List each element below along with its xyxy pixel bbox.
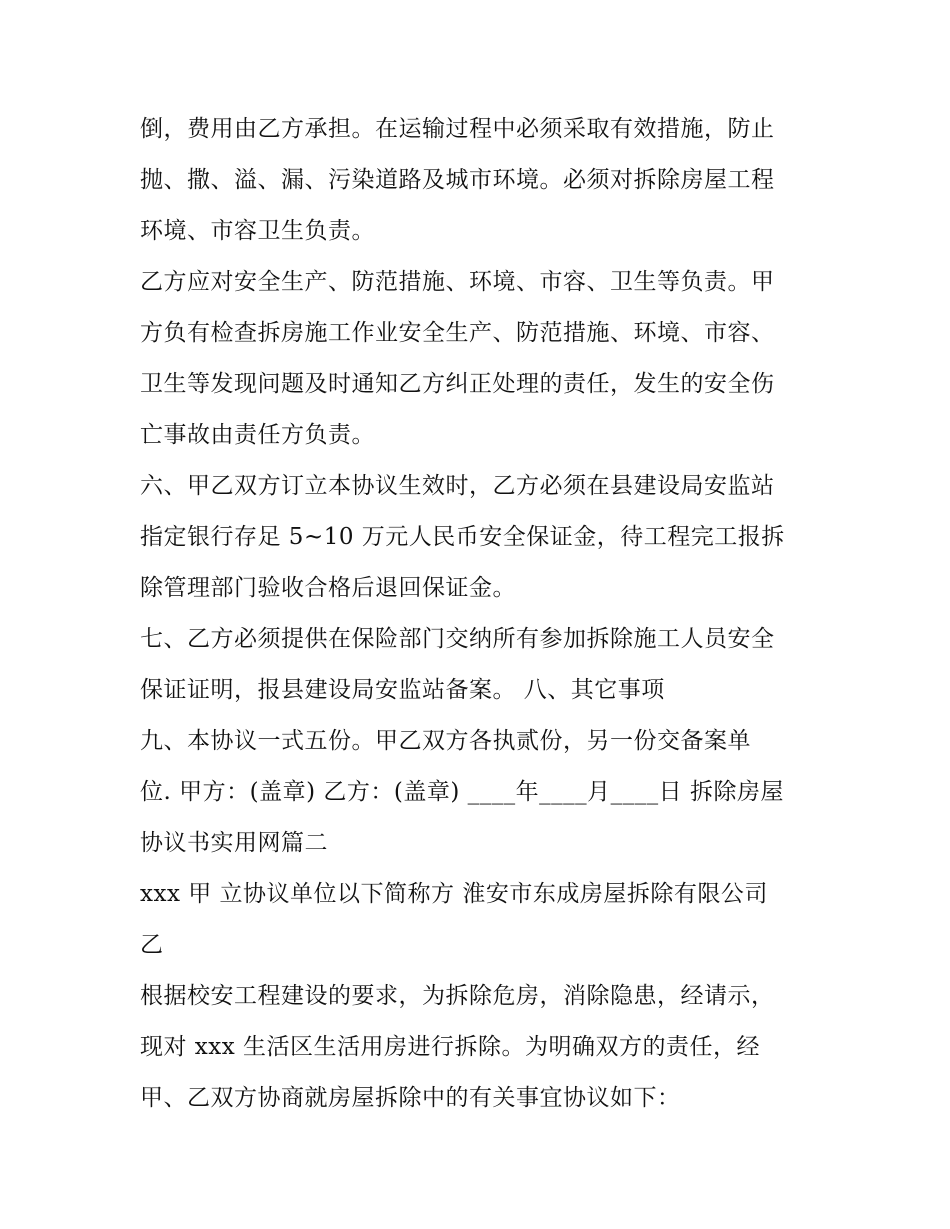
text-line: 六、甲乙双方订立本协议生效时，乙方必须在县建设局安监站 (140, 473, 775, 499)
text-line: 甲、乙双方协商就房屋拆除中的有关事宜协议如下： (140, 1085, 681, 1111)
text-line: 抛、撒、溢、漏、污染道路及城市环境。必须对拆除房屋工程 (140, 167, 775, 193)
text-line: 亡事故由责任方负责。 (140, 422, 375, 448)
text-line: 除管理部门验收合格后退回保证金。 (140, 575, 516, 601)
text-line: 七、乙方必须提供在保险部门交纳所有参加拆除施工人员安全 (140, 626, 775, 652)
text-line: 保证证明，报县建设局安监站备案。 八、其它事项 (140, 677, 665, 703)
text-line: 环境、市容卫生负责。 (140, 218, 375, 244)
text-line: 协议书实用网篇二 (140, 830, 328, 856)
text-line: 指定银行存足 5~10 万元人民币安全保证金，待工程完工报拆 (140, 524, 785, 550)
document-body (140, 104, 830, 1124)
text-line: 根据校安工程建设的要求，为拆除危房，消除隐患，经请示， (140, 983, 775, 1009)
text-line: 位. 甲方：(盖章) 乙方：(盖章) ____年____月____日 拆除房屋 (140, 779, 784, 805)
text-line: 现对 xxx 生活区生活用房进行拆除。为明确双方的责任，经 (140, 1034, 761, 1060)
text-line: 卫生等发现问题及时通知乙方纠正处理的责任，发生的安全伤 (140, 371, 775, 397)
text-line: 乙方应对安全生产、防范措施、环境、市容、卫生等负责。甲 (140, 269, 775, 295)
text-line: 九、本协议一式五份。甲乙双方各执贰份，另一份交备案单 (140, 728, 751, 754)
text-line: 倒，费用由乙方承担。在运输过程中必须采取有效措施，防止 (140, 116, 775, 142)
text-line: xxx 甲 立协议单位以下简称方 淮安市东成房屋拆除有限公司 (140, 881, 768, 907)
text-line: 乙 (140, 932, 164, 958)
text-line: 方负有检查拆房施工作业安全生产、防范措施、环境、市容、 (140, 320, 775, 346)
